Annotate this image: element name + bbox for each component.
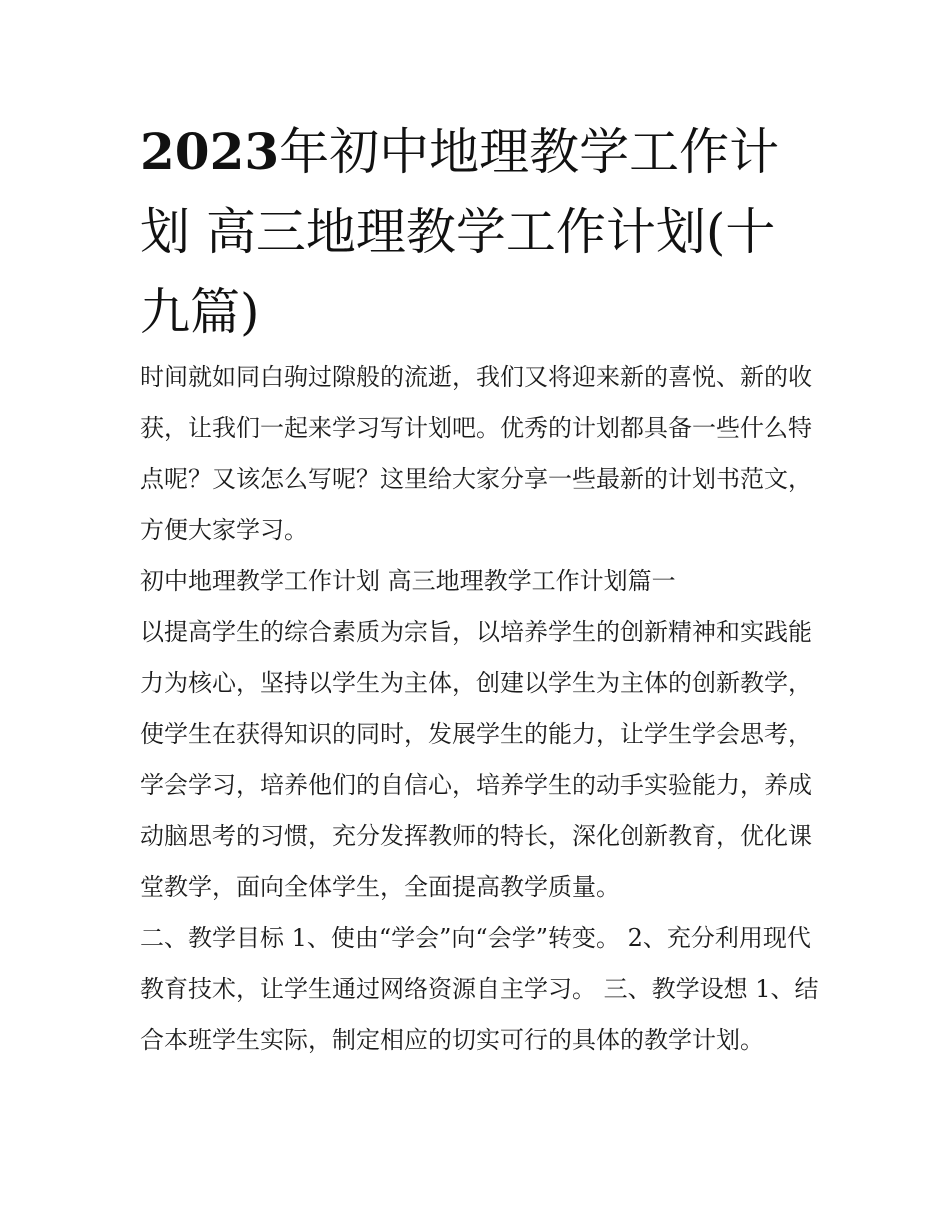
title-year: 2023 [140, 122, 280, 181]
section-heading: 初中地理教学工作计划 高三地理教学工作计划篇一 [140, 567, 676, 595]
body-paragraph: 以提高学生的综合素质为宗旨，以培养学生的创新精神和实践能力为核心，坚持以学生为主体，创建以学生为主体的创新教学，使学生在获得知识的同时，发展学生的能力，让学生学会思考，学会学习，培养他们的自信心，培养学生的动手实验能力，养成动脑思考的习惯，充分发挥教师的特长，深化创新教育，优化课堂教学，面向全体学生，全面提高教学质量。 [140, 618, 812, 901]
document-title [140, 112, 820, 352]
document-body [140, 352, 820, 1066]
title-text: 年初中地理教学工作计划 高三地理教学工作计划(十九篇) [140, 123, 780, 341]
intro-paragraph: 时间就如同白驹过隙般的流逝，我们又将迎来新的喜悦、新的收获，让我们一起来学习写计划吧。优秀的计划都具备一些什么特点呢？又该怎么写呢？这里给大家分享一些最新的计划书范文，方便大家学习。 [140, 363, 812, 544]
goals-paragraph: 二、教学目标 1、使由“学会”向“会学”转变。 2、充分利用现代教育技术，让学生通过网络资源自主学习。 三、教学设想 1、结合本班学生实际，制定相应的切实可行的具体的教学计划。 [140, 924, 819, 1054]
